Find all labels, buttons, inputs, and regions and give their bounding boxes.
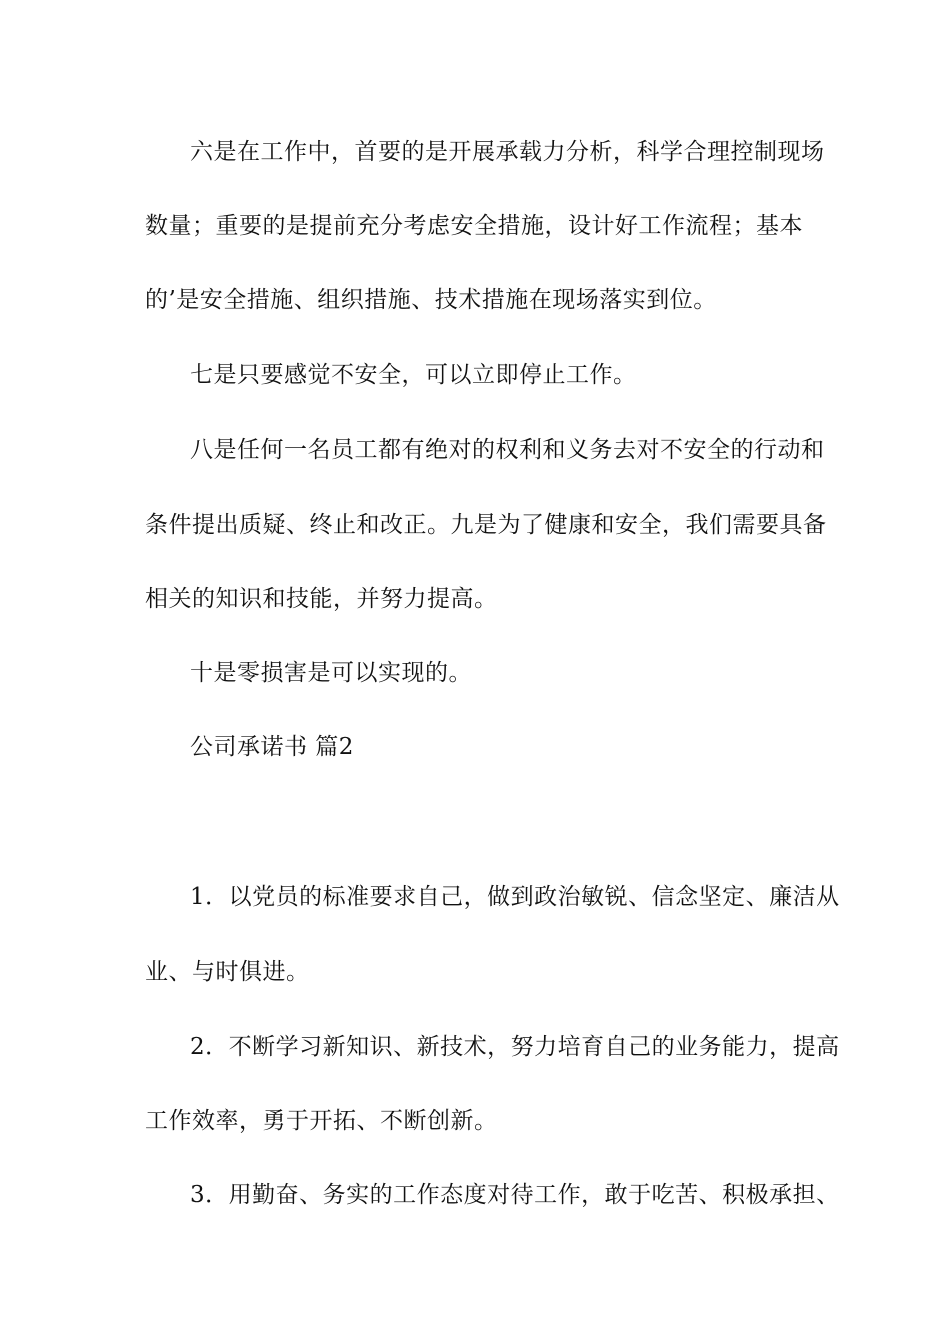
paragraph-8-line-1: 八是任何一名员工都有绝对的权利和义务去对不安全的行动和: [190, 437, 825, 463]
paragraph-6-line-2: 数量；重要的是提前充分考虑安全措施，设计好工作流程；基本: [145, 213, 803, 239]
paragraph-8-line-2: 条件提出质疑、终止和改正。九是为了健康和安全，我们需要具备: [145, 512, 827, 538]
item-2-line-2: 工作效率，勇于开拓、不断创新。: [145, 1108, 498, 1134]
item-2-line-1: 2．不断学习新知识、新技术，努力培育自己的业务能力，提高: [190, 1034, 840, 1060]
item-1-line-1: 1．以党员的标准要求自己，做到政治敏锐、信念坚定、廉洁从: [190, 884, 840, 910]
paragraph-7-line-1: 七是只要感觉不安全，可以立即停止工作。: [190, 362, 637, 388]
paragraph-6-line-1: 六是在工作中，首要的是开展承载力分析，科学合理控制现场: [190, 139, 825, 165]
paragraph-8-line-3: 相关的知识和技能，并努力提高。: [145, 586, 498, 612]
paragraph-6-line-3: 的’是安全措施、组织措施、技术措施在现场落实到位。: [145, 287, 717, 313]
paragraph-10-line-1: 十是零损害是可以实现的。: [190, 660, 472, 686]
item-3-line-1: 3．用勤奋、务实的工作态度对待工作，敢于吃苦、积极承担、: [190, 1182, 840, 1208]
item-1-line-2: 业、与时俱进。: [145, 959, 310, 985]
section-heading: 公司承诺书 篇2: [190, 734, 354, 760]
